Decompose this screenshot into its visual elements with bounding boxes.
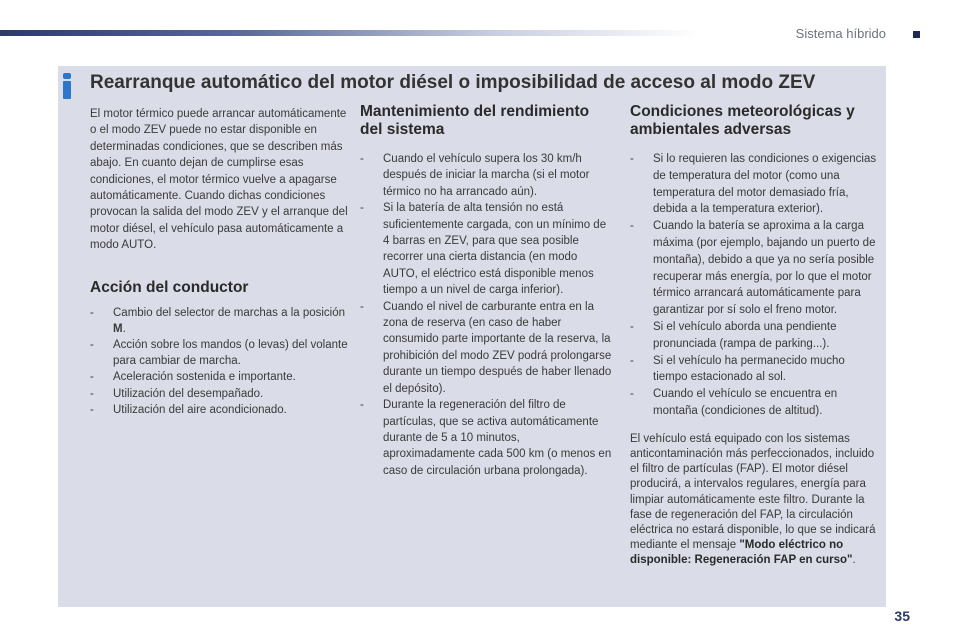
info-icon-stem: [63, 81, 71, 99]
list-item: - Utilización del aire acondicionado.: [90, 403, 287, 416]
list-item: - Si la batería de alta tensión no está suficientemente cargada, con un mínimo de 4 barras en ZEV, para que sea posible recorrer una cierta distancia (en modo AUTO, el eléctrico está disponible menos tiempo a un nivel de carga inferior).: [360, 202, 607, 297]
list-item: - Cuando la batería se aproxima a la carga máxima (por ejemplo, bajando un puerto de montaña), debido a que ya no sería posible recuperar más energía, por lo que el motor térmico arrancará automáticamente para garantizar por sí solo el freno motor.: [630, 220, 876, 317]
heading-system-performance: Mantenimiento del rendimiento del sistema: [360, 103, 590, 138]
weather-conditions-list: [630, 151, 880, 420]
page-title: Rearranque automático del motor diésel o imposibilidad de acceso al modo ZEV: [90, 72, 816, 93]
list-item: - Si el vehículo aborda una pendiente pronunciada (rampa de parking...).: [630, 320, 837, 350]
info-icon: [60, 70, 80, 100]
heading-weather-conditions: Condiciones meteorológicas y ambientales adversas: [630, 103, 855, 138]
list-item: - Utilización del desempañado.: [90, 387, 264, 400]
fap-note: El vehículo está equipado con los sistemas anticontaminación más perfeccionados, incluido el filtro de partículas (FAP). El motor diésel producirá, a intervalos regulares, energía para limpiar automáticamente este filtro. Durante la fase de regeneración del FAP, la circulación eléctrica no estará disponible, lo que se indicará mediante el mensaje "Modo eléctrico no disponible: Regeneración FAP en curso".: [630, 432, 876, 567]
section-title: Sistema híbrido: [795, 26, 886, 41]
intro-paragraph: El motor térmico puede arrancar automáticamente o el modo ZEV puede no estar disponible en determinadas condiciones, que se describen más abajo. En cuanto dejan de cumplirse esas condiciones, el motor térmico vuelve a apagarse automáticamente. Cuando dichas condiciones provocan la salida del modo ZEV y el arranque del motor diésel, el vehículo pasa automáticamente a modo AUTO.: [90, 108, 348, 252]
list-item: - Durante la regeneración del filtro de partículas, que se activa automáticamente durante de 5 a 10 minutos, aproximadamente cada 500 km (o menos en caso de circulación urbana prolongada).: [360, 399, 612, 477]
column-3: [630, 103, 880, 569]
list-item: - Si el vehículo ha permanecido mucho tiempo estacionado al sol.: [630, 354, 845, 384]
column-2: [360, 103, 612, 479]
header-gradient-bar: [0, 30, 700, 36]
column-1: [90, 106, 348, 418]
list-item: - Si lo requieren las condiciones o exigencias de temperatura del motor (como una temperatura del motor demasiado fría, debida a la temperatura exterior).: [630, 153, 877, 216]
list-item: - Cuando el vehículo supera los 30 km/h después de iniciar la marcha (si el motor térmico no ha arrancado aún).: [360, 153, 590, 198]
system-performance-list: [360, 151, 612, 479]
section-marker: [913, 31, 920, 38]
info-icon-dot: [63, 73, 71, 79]
list-item: - Cuando el vehículo se encuentra en montaña (condiciones de altitud).: [630, 388, 838, 417]
driver-action-list: [90, 305, 348, 418]
list-item: - Aceleración sostenida e importante.: [90, 371, 296, 384]
list-item: - Cambio del selector de marchas a la posición M.: [90, 306, 346, 335]
list-item: - Acción sobre los mandos (o levas) del volante para cambiar de marcha.: [90, 339, 348, 368]
page-number: 35: [894, 608, 910, 624]
list-item: - Cuando el nivel de carburante entra en la zona de reserva (en caso de haber consumido parte importante de la reserva, la prohibición del modo ZEV podrá prolongarse durante un tiempo después de haber llenado el depósito).: [360, 300, 612, 395]
heading-driver-action: Acción del conductor: [90, 278, 249, 296]
